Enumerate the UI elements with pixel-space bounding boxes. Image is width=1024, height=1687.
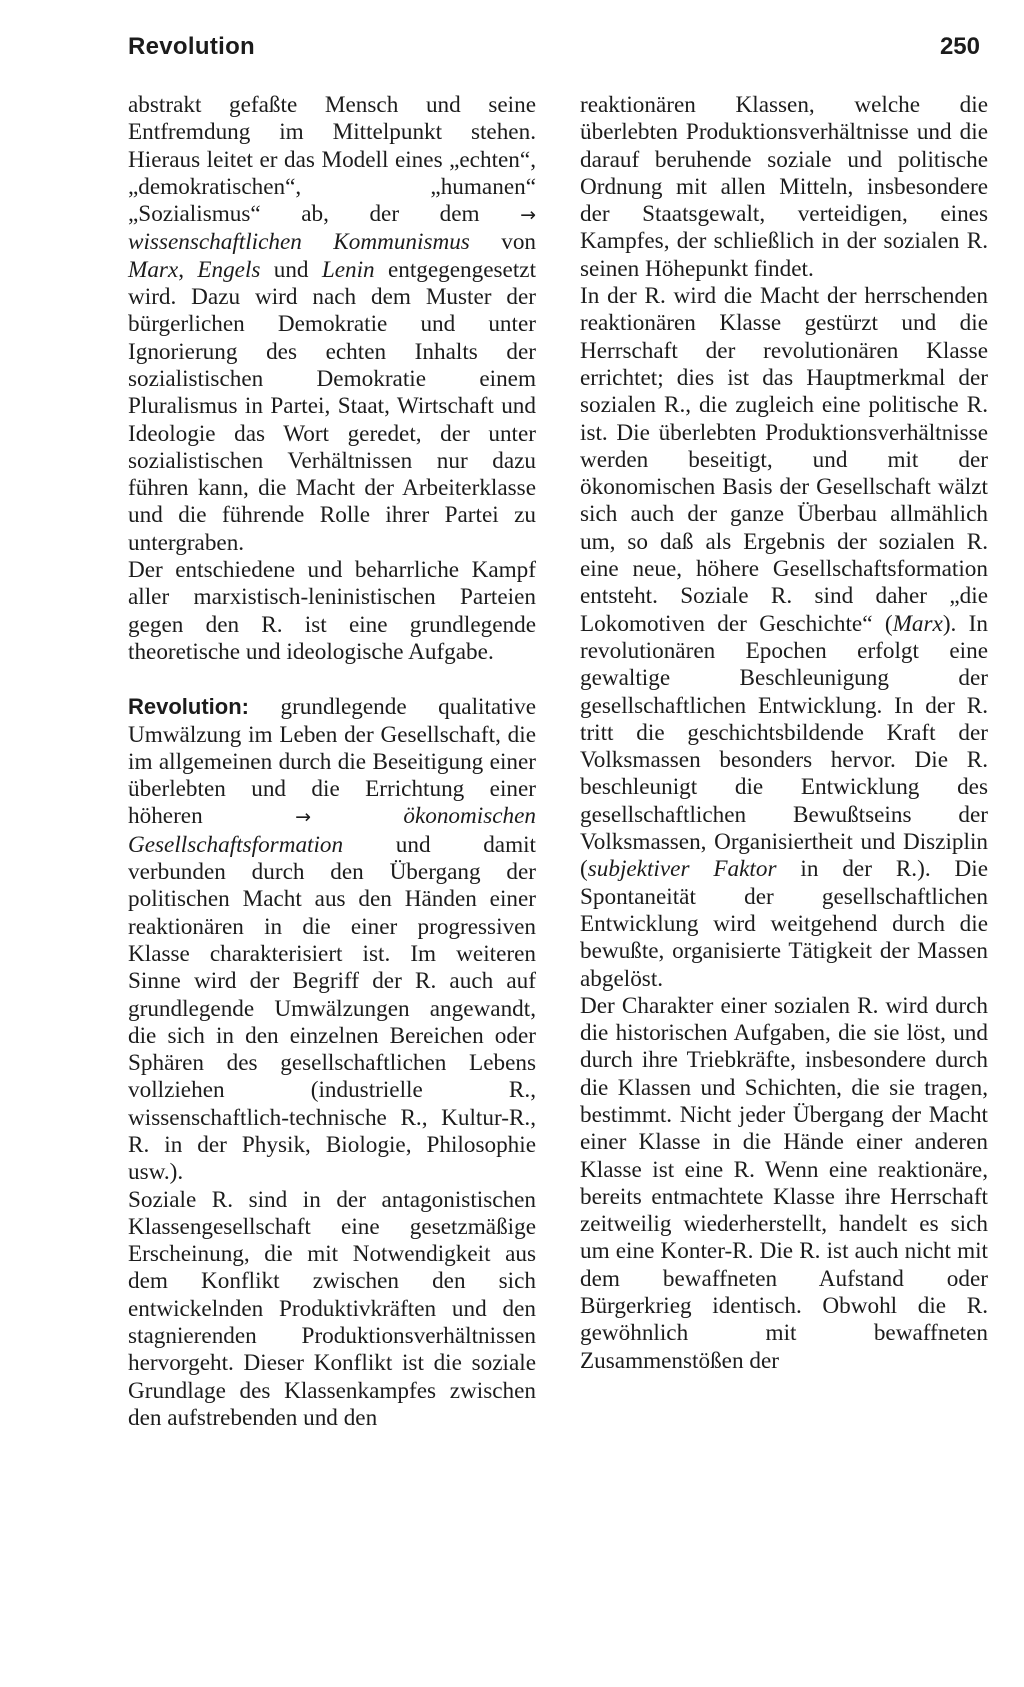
text-run: abstrakt gefaßte Mensch und seine Entfremdung im Mittelpunkt stehen. Hieraus leitet er das Modell eines „echten“, „demokratischen“, „humanen“ „Sozialismus“ ab, der dem <box>128 92 536 228</box>
cross-reference-arrow-icon: → <box>295 806 311 829</box>
paragraph: Soziale R. sind in der antagonistischen Klassengesellschaft eine gesetzmäßige Erscheinung, die mit Notwendigkeit aus dem Konflikt zwischen den sich entwickelnden Produktivkräften und den stagnierenden Produktionsverhältnissen hervorgeht. Dieser Konflikt ist die soziale Grundlage des Klassenkampfes zwischen den aufstrebenden und den <box>128 1186 536 1431</box>
text-run: entgegengesetzt wird. Dazu wird nach dem Muster der bürgerlichen Demokratie und unter Ignorierung des echten Inhalts der sozialistischen Demokratie einem Pluralismus in Partei, Staat, Wirtschaft und Ideologie das Wort geredet, der unter sozialistischen Verhältnissen nur dazu führen kann, die Macht der Arbeiterklasse und die führende Rolle ihrer Partei zu untergraben. <box>128 256 537 556</box>
paragraph-continuation <box>128 92 536 557</box>
cross-reference-arrow-icon: → <box>520 204 537 227</box>
dictionary-entry <box>128 693 536 1186</box>
author-name: Marx <box>892 610 943 637</box>
cross-reference-term: ökonomischen Gesellschaftsformation <box>128 803 537 858</box>
text-run: In der R. wird die Macht der herrschenden reaktionären Klasse gestürzt und die Herrschaft der revolutionären Klasse errichtet; dies ist das Hauptmerkmal der sozialen R., die zugleich eine politische R. ist. Die überlebten Produktionsverhältnisse werden beseitigt, und mit der ökonomischen Basis der Gesellschaft wälzt sich auch der ganze Überbau allmählich um, so daß als Ergebnis der sozialen R. eine neue, höhere Gesellschaftsformation entsteht. Soziale R. sind daher „die Lokomotiven der Geschichte“ ( <box>580 283 988 637</box>
paragraph: Der Charakter einer sozialen R. wird durch die historischen Aufgaben, die sie löst, und durch ihre Triebkräfte, insbesondere durch die Klassen und Schichten, die sie tragen, bestimmt. Nicht jeder Übergang der Macht einer Klasse in die Hände einer anderen Klasse ist eine R. Wenn eine reaktionäre, bereits entmachtete Klasse ihre Herrschaft zeitweilig wiederherstellt, handelt es sich um eine Konter-R. Die R. ist auch nicht mit dem bewaffneten Aufstand oder Bürgerkrieg identisch. Obwohl die R. gewöhnlich mit bewaffneten Zusammenstößen der <box>580 992 988 1374</box>
entry-headword: Revolution: <box>128 694 249 720</box>
left-column <box>128 92 536 1432</box>
author-name: Marx <box>128 256 179 283</box>
cross-reference-term: wissenschaftlichen Kommunismus <box>128 229 470 256</box>
paragraph-continuation: reaktionären Klassen, welche die überlebten Produktionsverhältnisse und die darauf beruhende soziale und politische Ordnung mit allen Mitteln, insbesondere der Staatsgewalt, verteidigen, eines Kampfes, der schließlich in der sozialen R. seinen Höhepunkt findet. <box>580 92 988 282</box>
author-name: Lenin <box>321 256 375 283</box>
text-run: und damit verbunden durch den Übergang der politischen Macht aus den Händen einer reaktionären in die einer progressiven Klasse charakterisiert ist. Im weiteren Sinne wird der Begriff der R. auch auf grundlegende Umwälzungen angewandt, die sich in den einzelnen Bereichen oder Sphären des gesellschaftlichen Lebens vollziehen (industrielle R., wissenschaftlich-technische R., Kultur-R., R. in der Physik, Biologie, Philosophie usw.). <box>128 831 536 1186</box>
text-run: grundlegende qualitative Umwälzung im Leben der Gesellschaft, die im allgemeinen durch die Beseitigung einer überlebten und die Errichtung einer höheren <box>128 694 536 830</box>
running-head: Revolution <box>128 33 255 60</box>
page-number: 250 <box>939 33 980 60</box>
paragraph: Der entschiedene und beharrliche Kampf aller marxistisch-leninistischen Parteien gegen den R. ist eine grundlegende theoretische und ideologische Aufgabe. <box>128 557 536 665</box>
text-run: , <box>178 256 185 283</box>
text-run: in der R.). Die Spontaneität der gesellschaftlichen Entwicklung wird weitgehend durch die bewußte, organisierte Tätigkeit der Massen abgelöst. <box>580 856 989 992</box>
text-run: von <box>501 229 537 256</box>
text-run: ). In revolutionären Epochen erfolgt eine gewaltige Beschleunigung der gesellschaftlichen Entwicklung. In der R. tritt die geschichtsbildende Kraft der Volksmassen besonders hervor. Die R. beschleunigt die Entwicklung des gesellschaftlichen Bewußtseins der Volksmassen, Organisiertheit und Disziplin ( <box>580 610 988 883</box>
author-name: Engels <box>197 256 261 283</box>
paragraph <box>580 283 988 993</box>
page-header <box>128 33 980 67</box>
right-column <box>580 92 988 1375</box>
text-run: und <box>273 256 309 283</box>
cross-reference-term: subjektiver Faktor <box>587 856 777 883</box>
